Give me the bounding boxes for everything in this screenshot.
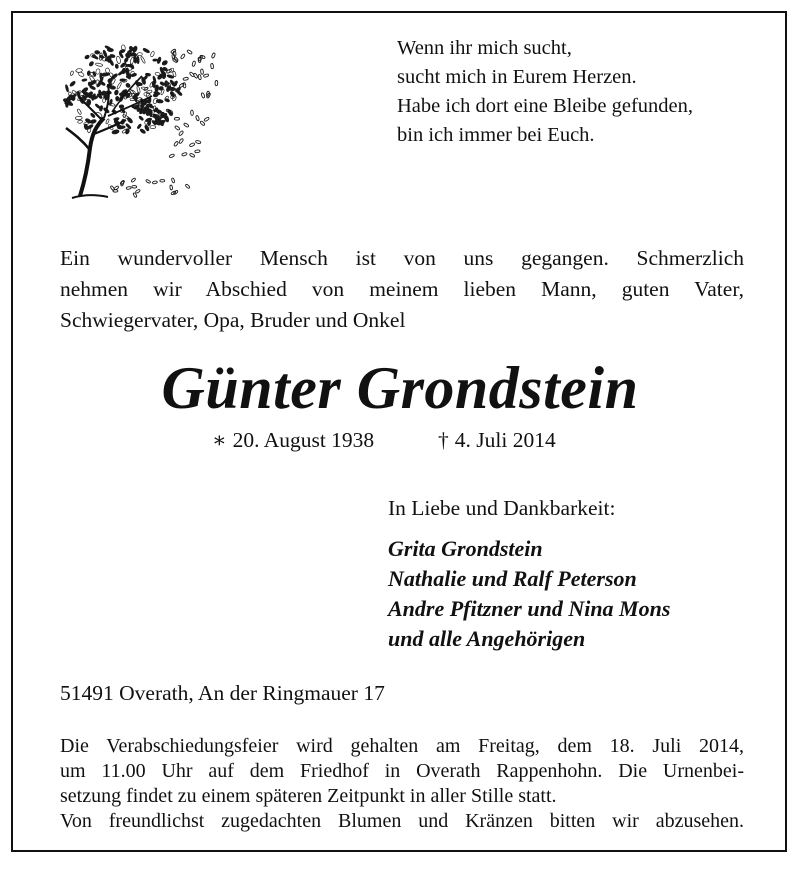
death-date-line xyxy=(438,428,556,453)
mourner-name: Andre Pfitzner und Nina Mons xyxy=(388,596,671,621)
death-date: 4. Juli 2014 xyxy=(454,428,556,452)
intro-line: Ein wundervoller Mensch ist von uns gegangen. Schmerzlich xyxy=(60,246,744,270)
funeral-notice xyxy=(60,734,744,834)
mourner-name: Grita Grondstein xyxy=(388,536,543,561)
notice-line: setzung findet zu einem späteren Zeitpunkt in aller Stille statt. xyxy=(60,785,557,807)
mourner-name: und alle Angehörigen xyxy=(388,626,586,651)
asterisk-icon: ∗ xyxy=(212,428,227,452)
address: 51491 Overath, An der Ringmauer 17 xyxy=(60,681,385,705)
signoff: In Liebe und Dankbarkeit: xyxy=(388,496,616,520)
deceased-name: Günter Grondstein xyxy=(161,355,639,421)
poem-line: bin ich immer bei Euch. xyxy=(397,124,595,146)
poem-line: Habe ich dort eine Bleibe gefunden, xyxy=(397,95,693,117)
poem-line: sucht mich in Eurem Herzen. xyxy=(397,66,637,88)
poem-line: Wenn ihr mich sucht, xyxy=(397,37,572,59)
notice-line: um 11.00 Uhr auf dem Friedhof in Overath Rappenhohn. Die Urnenbei- xyxy=(60,760,744,782)
birth-date-line xyxy=(212,428,374,453)
intro-text xyxy=(60,243,744,336)
dagger-icon: † xyxy=(438,428,449,452)
intro-line: nehmen wir Abschied von meinem lieben Mann, guten Vater, xyxy=(60,277,744,301)
tree-illustration xyxy=(52,30,222,205)
mourners-list xyxy=(388,534,670,654)
intro-line: Schwiegervater, Opa, Bruder und Onkel xyxy=(60,308,406,332)
birth-date: 20. August 1938 xyxy=(232,428,375,452)
notice-line: Von freundlichst zugedachten Blumen und Kränzen bitten wir abzusehen. xyxy=(60,810,744,832)
poem xyxy=(397,34,693,150)
mourner-name: Nathalie und Ralf Peterson xyxy=(388,566,637,591)
notice-line: Die Verabschiedungsfeier wird gehalten am Freitag, dem 18. Juli 2014, xyxy=(60,735,744,757)
